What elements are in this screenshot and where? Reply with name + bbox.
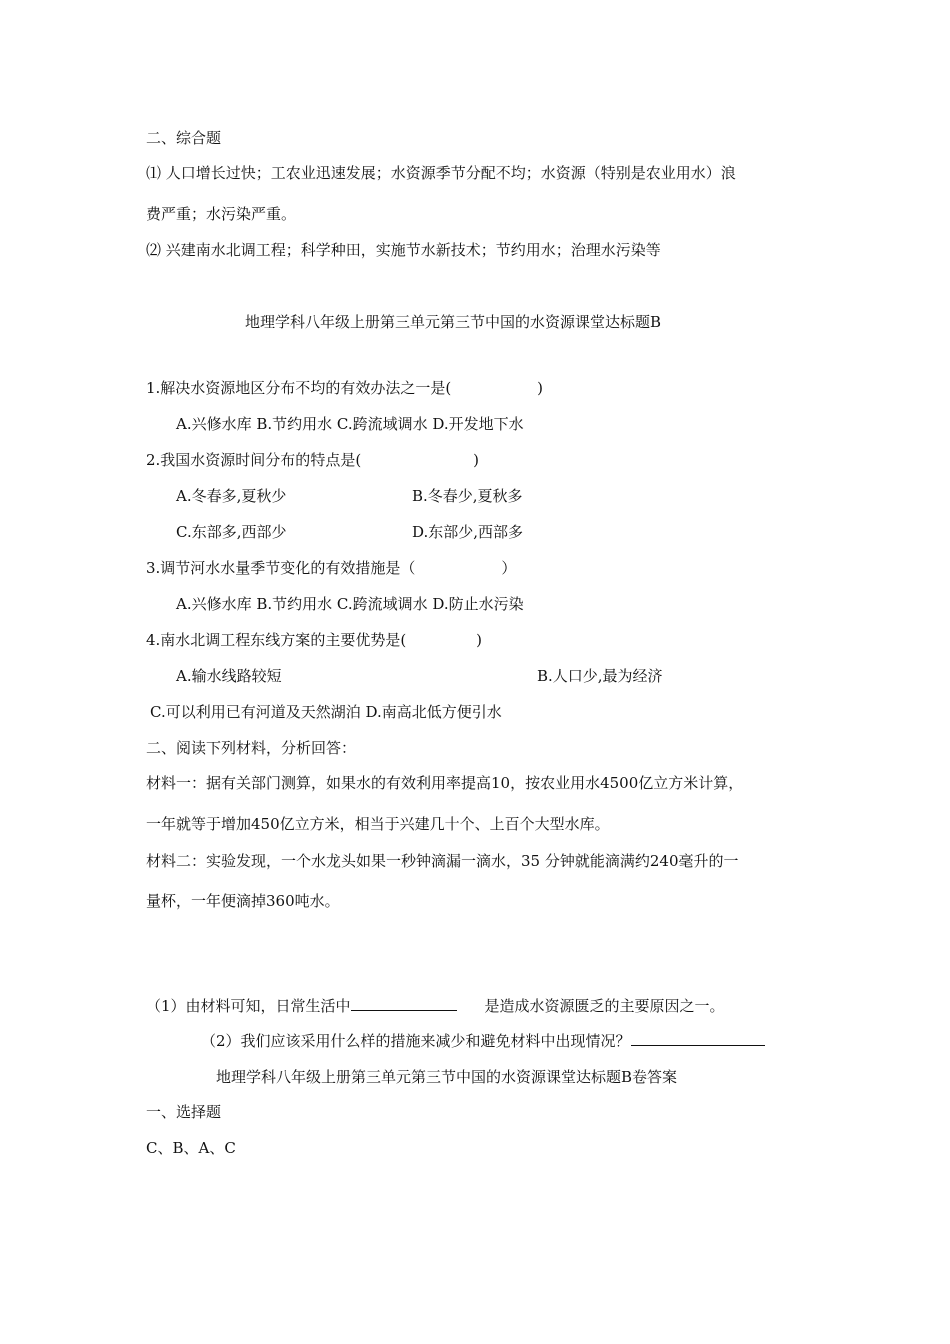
- question-4-option-b: B.人口少,最为经济: [537, 667, 663, 685]
- answer-section-heading: 一、选择题: [146, 1103, 222, 1121]
- question-4: [146, 630, 482, 650]
- material-2-line-2: 量杯，一年便滴掉360吨水。: [146, 892, 340, 910]
- material-1-line-2: 一年就等于增加450亿立方米，相当于兴建几十个、上百个大型水库。: [146, 815, 610, 833]
- sub-question-2-text: （2）我们应该采用什么样的措施来减少和避免材料中出现情况？: [201, 1032, 631, 1050]
- section-heading-reading: 二、阅读下列材料，分析回答：: [146, 739, 357, 757]
- fill-in-blank[interactable]: [351, 996, 457, 1011]
- fill-in-blank[interactable]: [631, 1031, 765, 1046]
- question-1: [146, 378, 543, 398]
- question-1-stem: 1.解决水资源地区分布不均的有效办法之一是(: [146, 379, 452, 397]
- question-4-close: ): [476, 631, 483, 649]
- answer-1-line-1: ⑴ 人口增长过快；工农业迅速发展；水资源季节分配不均；水资源（特别是农业用水）浪: [146, 164, 736, 182]
- question-4-stem: 4.南水北调工程东线方案的主要优势是(: [146, 631, 407, 649]
- sub-question-2: [201, 1031, 765, 1051]
- question-2-option-a: A.冬春多,夏秋少: [176, 487, 287, 505]
- question-2-stem: 2.我国水资源时间分布的特点是(: [146, 451, 362, 469]
- question-4-options-c-d: C.可以利用已有河道及天然湖泊 D.南高北低方便引水: [150, 703, 502, 721]
- material-1-line-1: 材料一：据有关部门测算，如果水的有效利用率提高10，按农业用水4500亿立方米计算，: [146, 774, 744, 792]
- quiz-title: 地理学科八年级上册第三单元第三节中国的水资源课堂达标题B: [245, 313, 662, 331]
- question-2-option-d: D.东部少,西部多: [412, 523, 524, 541]
- question-1-close: ): [537, 379, 544, 397]
- question-1-options: A.兴修水库 B.节约用水 C.跨流域调水 D.开发地下水: [176, 415, 524, 433]
- answer-title: 地理学科八年级上册第三单元第三节中国的水资源课堂达标题B卷答案: [216, 1068, 678, 1086]
- question-2-option-c: C.东部多,西部少: [176, 523, 287, 541]
- question-3-close: ）: [501, 559, 517, 577]
- question-3-options: A.兴修水库 B.节约用水 C.跨流域调水 D.防止水污染: [176, 595, 524, 613]
- question-4-option-a: A.输水线路较短: [176, 667, 282, 685]
- question-3-stem: 3.调节河水水量季节变化的有效措施是（: [146, 559, 416, 577]
- material-2-line-1: 材料二：实验发现，一个水龙头如果一秒钟滴漏一滴水，35 分钟就能滴满约240毫升的一: [146, 852, 739, 870]
- question-2-option-b: B.冬春少,夏秋多: [412, 487, 523, 505]
- question-2: [146, 450, 479, 470]
- question-3: [146, 558, 516, 578]
- sub-question-1-after: 是造成水资源匮乏的主要原因之一。: [484, 997, 725, 1015]
- question-2-close: ): [473, 451, 480, 469]
- sub-question-1: [146, 996, 725, 1016]
- section-heading-comprehensive: 二、综合题: [146, 129, 222, 147]
- answer-key: C、B、A、C: [146, 1139, 236, 1157]
- sub-question-1-before: （1）由材料可知，日常生活中: [146, 997, 351, 1015]
- answer-2: ⑵ 兴建南水北调工程；科学种田，实施节水新技术；节约用水；治理水污染等: [146, 241, 661, 259]
- answer-1-line-2: 费严重；水污染严重。: [146, 205, 297, 223]
